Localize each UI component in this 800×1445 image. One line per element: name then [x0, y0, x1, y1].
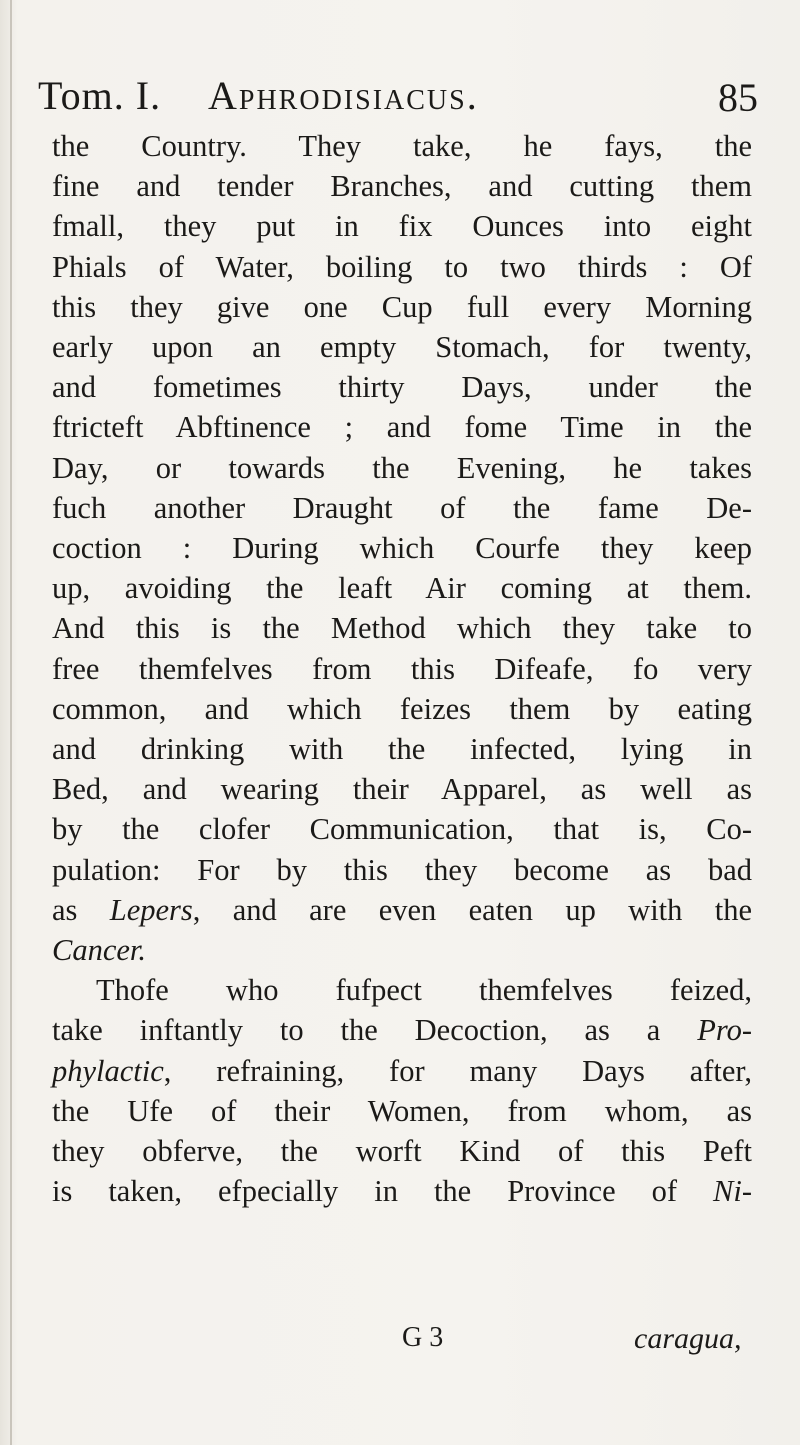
catchword: caragua, — [634, 1322, 742, 1355]
italic-word: Cancer. — [52, 933, 147, 968]
text-line: this they give one Cup full every Morning — [52, 289, 752, 324]
text-line — [52, 1051, 752, 1091]
text-line — [52, 930, 752, 970]
italic-word: Lepers — [109, 892, 193, 927]
text-line: fuch another Draught of the fame De- — [52, 490, 752, 525]
text-line: fine and tender Branches, and cutting them — [52, 169, 752, 204]
text-line: the Ufe of their Women, from whom, as — [52, 1093, 752, 1128]
text-line: Bed, and wearing their Apparel, as well as — [52, 772, 752, 807]
page-footer — [52, 1322, 752, 1362]
text-run: is taken, efpecially in the Province of — [52, 1174, 714, 1209]
italic-word: Ni- — [713, 1174, 752, 1209]
text-line: they obferve, the worft Kind of this Peft — [52, 1134, 752, 1169]
text-line: Day, or towards the Evening, he takes — [52, 450, 752, 485]
text-run: , refraining, for many Days after, — [163, 1053, 752, 1088]
paragraph-1 — [52, 126, 752, 970]
signature-mark: G 3 — [402, 1322, 444, 1353]
text-line: and fometimes thirty Days, under the — [52, 370, 752, 405]
text-line: fmall, they put in fix Ounces into eight — [52, 209, 752, 244]
text-line: up, avoiding the leaft Air coming at them. — [52, 571, 752, 606]
text-line: Phials of Water, boiling to two thirds : Of — [52, 249, 752, 284]
volume-label: Tom. I. — [38, 73, 162, 118]
text-line: and drinking with the infected, lying in — [52, 732, 752, 767]
text-line: common, and which feizes them by eating — [52, 691, 752, 726]
running-header — [38, 72, 758, 122]
text-run: as — [52, 892, 110, 927]
italic-word: phylactic — [52, 1053, 164, 1088]
text-line — [52, 1010, 752, 1050]
text-line: by the clofer Communication, that is, Co- — [52, 812, 752, 847]
text-line: ftricteft Abftinence ; and fome Time in the — [52, 410, 752, 445]
body-text — [52, 126, 752, 1211]
text-line: free themfelves from this Difeafe, fo very — [52, 651, 752, 686]
text-line: Thofe who fufpect themfelves feized, — [96, 973, 752, 1008]
italic-word: Pro- — [697, 1013, 752, 1048]
page-gutter — [10, 0, 12, 1445]
text-line: the Country. They take, he fays, the — [52, 129, 752, 163]
text-run: take inftantly to the Decoction, as a — [52, 1013, 698, 1048]
text-line: And this is the Method which they take to — [52, 611, 752, 646]
text-run: , and are even eaten up with the — [192, 892, 752, 927]
running-title: Aphrodisiacus. — [208, 73, 479, 118]
text-line: coction : During which Courfe they keep — [52, 531, 752, 566]
page-number: 85 — [718, 75, 758, 120]
paragraph-2 — [52, 970, 752, 1211]
text-line — [52, 1171, 752, 1211]
text-line — [52, 890, 752, 930]
text-line: early upon an empty Stomach, for twenty, — [52, 330, 752, 365]
text-line: pulation: For by this they become as bad — [52, 852, 752, 887]
